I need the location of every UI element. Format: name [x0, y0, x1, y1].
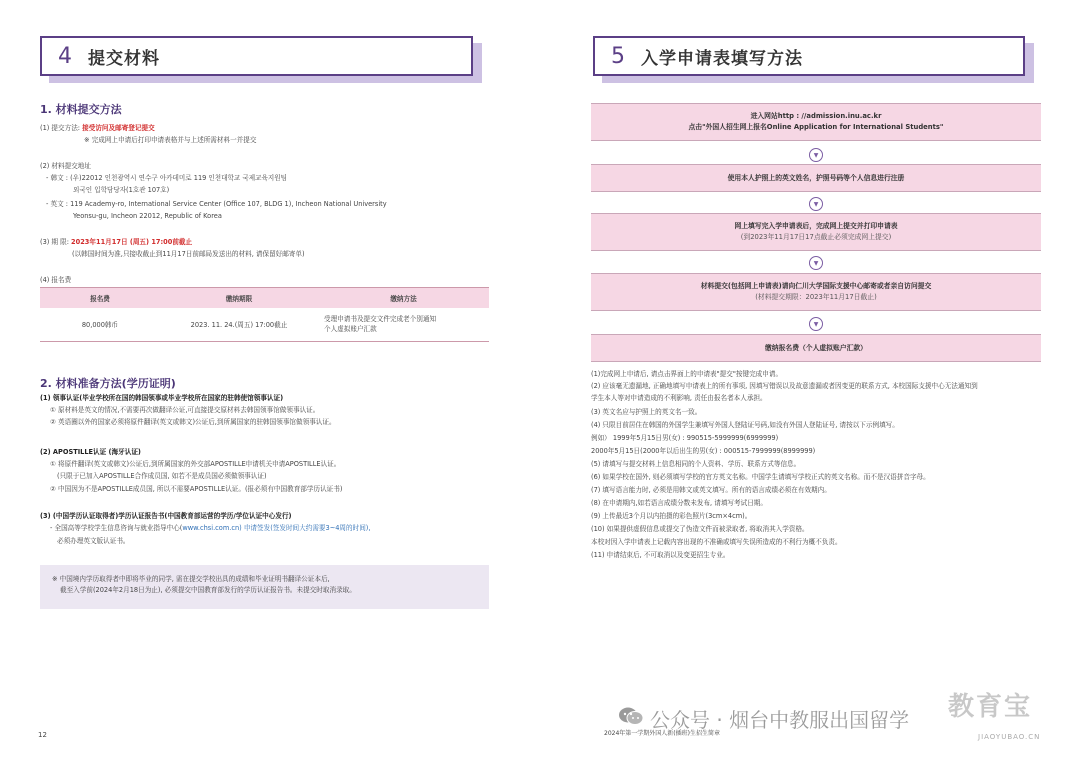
- address-label: (2) 材料提交地址: [40, 162, 91, 170]
- note-5: (5) 请填写与提交材料上信息相同的个人资料、学历、联系方式等信息。: [591, 460, 801, 468]
- table-row: [40, 308, 489, 342]
- note-line-1: ※ 中国境内学历取得者中即将毕业的同学, 需在提交学校出具的成绩和毕业证明书翻译公证本后,: [52, 575, 330, 583]
- note-10: (10) 如果提供虚假信息或提交了伪造文件而被录取者, 将取消其入学资格。: [591, 525, 809, 533]
- apostille-item-3: ② 中国因为不是APOSTILLE成员国, 所以不需要APOSTILLE认证。(报必须有中国教育部学历认证书): [50, 485, 343, 493]
- apostille-item-2: (只限于已加入APOSTILLE合作成员国, 如若不是成员国必须做领事认证): [57, 472, 267, 480]
- flow-step-5: 缴纳报名费（个人虚拟账户汇款）: [591, 334, 1041, 362]
- deadline-line: (3) 期 限: 2023年11月17日 (周五) 17:00前截止: [40, 238, 193, 246]
- section-number: 4: [58, 43, 72, 69]
- flow-step-1: 进入网站http : //admission.inu.ac.kr 点击"外国人招生网上报名Online Application for International Students": [591, 103, 1041, 141]
- fee-method: 受理申请书及提交文件完成老个别通知 个人虚拟账户汇款: [318, 308, 489, 342]
- consular-title: (1) 领事认证(毕业学校所在国的韩国领事或毕业学校所在国家的驻韩使馆领事认证): [40, 394, 284, 402]
- right-page: [540, 0, 1080, 764]
- chevron-down-icon: ▼: [809, 256, 823, 270]
- section-title: 入学申请表填写方法: [641, 48, 803, 69]
- note-11: (11) 申请结束后, 不可取消以及变更招生专业。: [591, 551, 730, 559]
- apostille-item-1: ① 将原件翻译(英文或韩文)公证后,到所属国家的外交部APOSTILLE申请机关申请APOSTILLE认证。: [50, 460, 341, 468]
- note-7: (7) 填写语言能力时, 必须是用韩文或英文填写。所有的语言成绩必须在有效期内。: [591, 486, 831, 494]
- note-4-example-2: 2000年5月15日(2000年以后出生的男(女) : 000515-7999999(8999999): [591, 447, 816, 455]
- watermark-logo-sub: JIAOYUBAO.CN: [978, 733, 1041, 741]
- heading-preparation: 2. 材料准备方法(学历证明): [40, 377, 176, 390]
- chsi-link[interactable]: www.chsi.com.cn: [182, 524, 240, 532]
- note-line-2: 截至入学前(2024年2月18日为止), 必须提交中国教育部发行的学历认证报告书。未提交时取消录取。: [60, 586, 356, 594]
- address-korean-1: - 韩文 : (우)22012 인천광역시 연수구 아카데미로 119 인천대학교 국제교육지원팀: [46, 174, 287, 182]
- method-line: (1) 提交方法: 接受访问及邮寄登记提交: [40, 124, 155, 132]
- address-english-1: - 英文 : 119 Academy-ro, International Service Center (Office 107, BLDG 1), Incheon National University: [46, 200, 387, 208]
- fee-label: (4) 报名费: [40, 276, 72, 284]
- chevron-down-icon: ▼: [809, 317, 823, 331]
- chsi-title: (3) (中国学历认证取得者)学历认证报告书(中国教育部运营的学历/学位认证中心发行): [40, 512, 292, 520]
- note-10-cont: 本校对因入学申请表上记载内容出现的不准确或填写失误所造成的不利行为概不负责。: [591, 538, 842, 546]
- note-6: (6) 如果学校在国外, 则必须填写学校的官方英文名称。中国学生请填写学校正式的英文名称。而不是汉语拼音字母。: [591, 473, 930, 481]
- note-2-cont: 学生本人等对申请造成的不利影响, 责任由报名者本人承担。: [591, 394, 767, 402]
- footer-text: 2024年第一学期外国人新(插班)生招生简章: [604, 730, 720, 737]
- section-number: 5: [611, 43, 625, 69]
- fee-table: [40, 287, 489, 342]
- section-4-header: [40, 36, 473, 76]
- note-4-example-1: 例如） 1999年5月15日男(女) : 990515-5999999(6999999): [591, 434, 779, 442]
- address-english-2: Yeonsu-gu, Incheon 22012, Republic of Korea: [73, 212, 222, 220]
- watermark-text: 公众号 · 烟台中教服出国留学: [650, 708, 910, 732]
- fee-amount: 80,000韩币: [40, 308, 160, 342]
- note-9: (9) 上传最近3个月以内拍摄的彩色照片(3cm×4cm)。: [591, 512, 752, 520]
- note-4: (4) 只限目前居住在韩国的外国学生兼填写外国人登陆证号码,如没有外国人登陆证号, 请按以下示例填写。: [591, 421, 899, 429]
- fee-header-deadline: 缴纳期限: [160, 288, 318, 308]
- method-note: ※ 完成网上申请后打印申请表格并与上述所需材料一并提交: [84, 136, 257, 144]
- address-korean-2: 외국인 입학담당자(1호관 107호): [73, 186, 170, 194]
- flow-step-2: 使用本人护照上的英文姓名，护照号码等个人信息进行注册: [591, 164, 1041, 192]
- fee-deadline: 2023. 11. 24.(周五) 17:00截止: [160, 308, 318, 342]
- flow-step-4: 材料提交(包括网上申请表)请向仁川大学国际支援中心邮寄或者亲自访问提交 (材料提交期限：2023年11月17日截止): [591, 273, 1041, 311]
- note-3: (3) 英文名应与护照上的英文名一致。: [591, 408, 702, 416]
- watermark-logo: 教育宝: [948, 692, 1033, 722]
- note-2: (2) 应该毫无遗漏地, 正确地填写申请表上的所有事项, 因填写错误以及故意遗漏或者因变更的联系方式, 本校国际支援中心无法通知到: [591, 382, 978, 390]
- wechat-icon: [618, 706, 644, 726]
- flow-step-3: 网上填写完入学申请表后，完成网上提交并打印申请表 (到2023年11月17日17点截止必须完成网上提交): [591, 213, 1041, 251]
- note-8: (8) 在申请期内,如若语言成绩分数未发布, 请填写考试日期。: [591, 499, 767, 507]
- consular-item-2: ② 英语圈以外的国家必须将原件翻译(英文或韩文)公证后,到所属国家的驻韩国领事馆做领事认证。: [50, 418, 336, 426]
- fee-table-header: [40, 288, 489, 308]
- heading-submission-method: 1. 材料提交方法: [40, 103, 122, 116]
- fee-header-method: 缴纳方法: [318, 288, 489, 308]
- deadline-note: (以韩国时间为准,只接收截止到11月17日前邮局发送出的材料, 请保留好邮寄单): [72, 250, 305, 258]
- apostille-title: (2) APOSTILLE认证 (海牙认证): [40, 448, 141, 456]
- note-1: (1)完成网上申请后, 请点击界面上的申请表"提交"按键完成申请。: [591, 370, 783, 378]
- section-title: 提交材料: [88, 48, 160, 69]
- chsi-item-1: - 全国高等学校学生信息咨询与就业指导中心(www.chsi.com.cn) 申请签发(签发时间大约需要3~4周的时间),: [50, 524, 371, 532]
- fee-header-amount: 报名费: [40, 288, 160, 308]
- graduate-note-box: [40, 565, 489, 609]
- section-5-header: [593, 36, 1025, 76]
- consular-item-1: ① 原材料是英文的情况,不需要再次做翻译公证,可直接提交原材料去韩国领事馆做领事认证。: [50, 406, 320, 414]
- chevron-down-icon: ▼: [809, 148, 823, 162]
- chevron-down-icon: ▼: [809, 197, 823, 211]
- page-number: 12: [38, 731, 47, 739]
- chsi-item-2: 必须办理英文版认证书。: [57, 537, 130, 545]
